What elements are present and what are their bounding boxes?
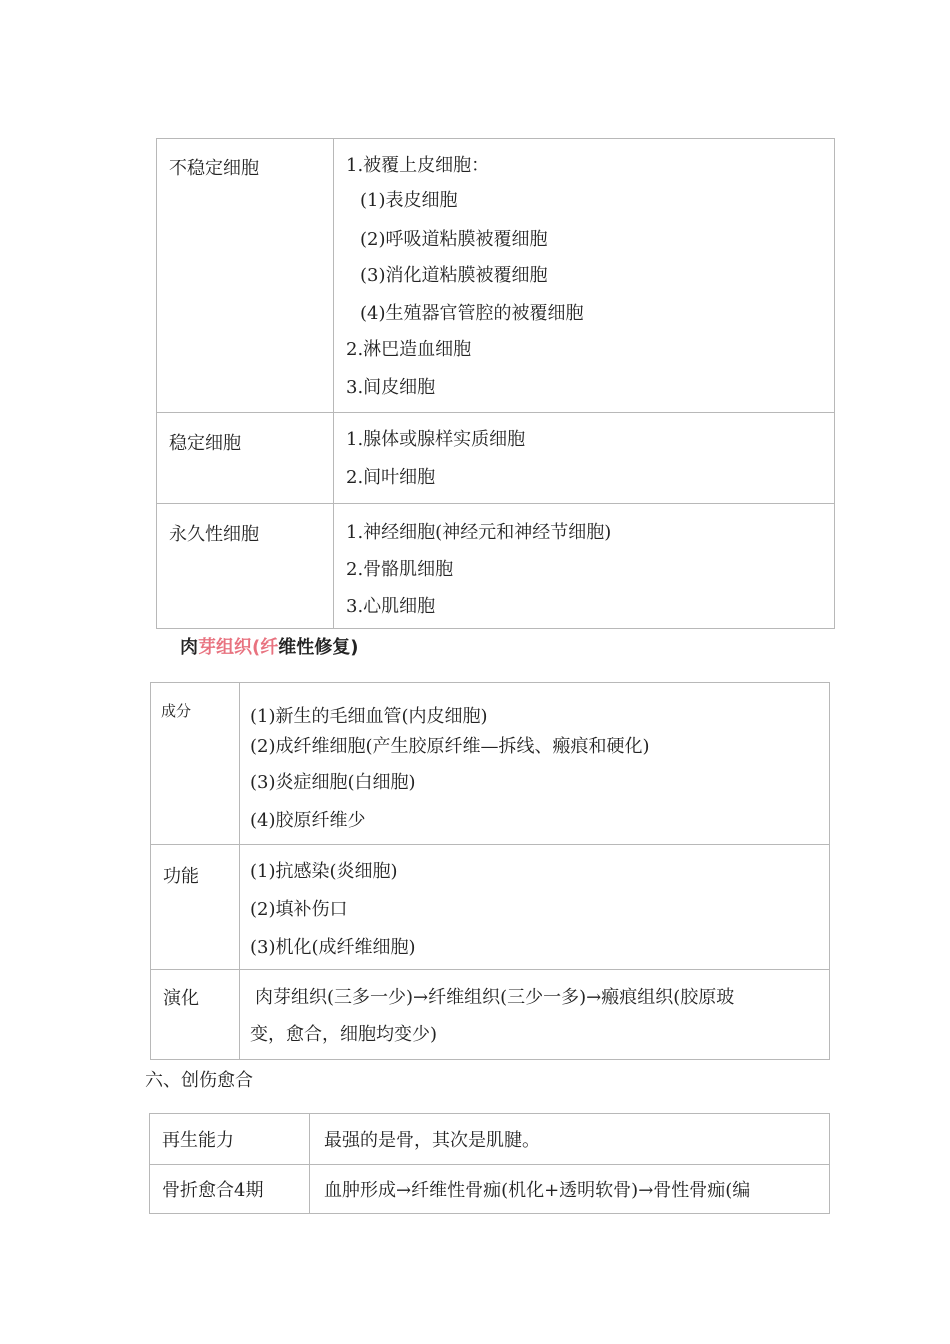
table-row	[150, 1114, 830, 1165]
row-label: 演化	[163, 988, 199, 1009]
list-item: 肉芽组织(三多一少)→纤维组织(三少一多)→瘢痕组织(胶原玻	[255, 987, 735, 1008]
list-item: (2)填补伤口	[250, 899, 348, 920]
list-item: (2)呼吸道粘膜被覆细胞	[360, 229, 548, 250]
list-item: (4)胶原纤维少	[250, 810, 366, 831]
list-item: (3)消化道粘膜被覆细胞	[360, 265, 548, 286]
table-row	[157, 139, 835, 413]
row-label: 功能	[163, 866, 199, 887]
granulation-table	[150, 682, 830, 1060]
list-item: (3)炎症细胞(白细胞)	[250, 772, 416, 793]
heading-part: 维性修复)	[278, 637, 359, 658]
row-value: 血肿形成→纤维性骨痂(机化+透明软骨)→骨性骨痂(编	[324, 1180, 751, 1201]
row-label: 骨折愈合4期	[162, 1180, 264, 1201]
list-item: 1.神经细胞(神经元和神经节细胞)	[346, 522, 612, 543]
list-item: 2.淋巴造血细胞	[346, 339, 472, 360]
heading-part-highlight: 芽组织(纤	[198, 637, 279, 658]
list-item: (4)生殖器官管腔的被覆细胞	[360, 303, 584, 324]
row-label: 稳定细胞	[169, 433, 241, 454]
list-item: 2.间叶细胞	[346, 467, 436, 488]
row-label: 不稳定细胞	[169, 158, 259, 179]
table-row	[151, 970, 830, 1060]
table-row	[151, 683, 830, 845]
heading-part: 肉	[180, 637, 198, 658]
list-item: 2.骨骼肌细胞	[346, 559, 454, 580]
table-row	[151, 845, 830, 970]
cell-type-table	[156, 138, 835, 629]
list-item: 3.间皮细胞	[346, 377, 436, 398]
list-item: 变，愈合，细胞均变少)	[250, 1024, 438, 1045]
row-value: 最强的是骨，其次是肌腱。	[324, 1130, 540, 1151]
row-label: 永久性细胞	[169, 524, 259, 545]
table-row	[150, 1165, 830, 1214]
section-title: 六、创伤愈合	[145, 1070, 253, 1091]
wound-healing-table	[149, 1113, 830, 1214]
row-label: 成分	[161, 702, 192, 720]
list-item: (3)机化(成纤维细胞)	[250, 937, 416, 958]
list-item: 3.心肌细胞	[346, 596, 436, 617]
table-row	[157, 504, 835, 629]
row-label: 再生能力	[162, 1130, 234, 1151]
section-heading	[180, 633, 358, 659]
list-item: 1.被覆上皮细胞：	[346, 155, 490, 176]
list-item: 1.腺体或腺样实质细胞	[346, 429, 526, 450]
list-item: (1)新生的毛细血管(内皮细胞)	[250, 706, 488, 727]
list-item: (1)抗感染(炎细胞)	[250, 861, 398, 882]
table-row	[157, 413, 835, 504]
list-item: (1)表皮细胞	[360, 190, 458, 211]
list-item: (2)成纤维细胞(产生胶原纤维—拆线、瘢痕和硬化)	[250, 736, 650, 757]
